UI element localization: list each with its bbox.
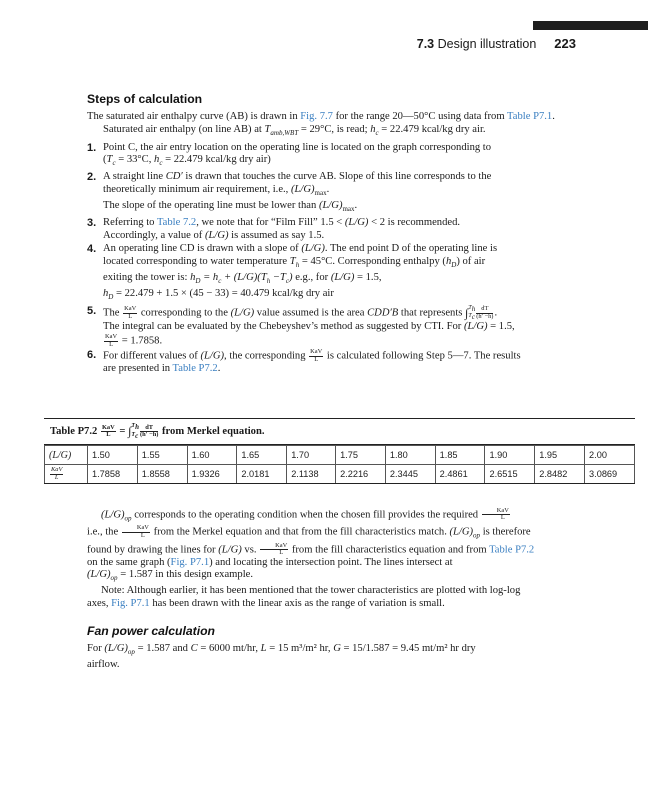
merkel-table [44, 445, 635, 484]
operating-paragraph: $(L/G)_{op}$ corresponds to the operating condition when the chosen fill provides the required $\frac{\text{KaV}}{L}$ i.e., the $\frac{\text{KaV}}{L}$ from the Merkel equation and that from the fill characteristics match. $(L/G)_{op}$ is therefore found by drawing the lines for (L/G) vs. $\frac{\text{KaV}}{L}$ from the fill characteristics equation and from Table P7.2 on the same graph (Fig. P7.1) and locating the intersection point. The lines intersect at $(L/G)_{op} = 1.587$ in this design example. [87, 507, 535, 583]
steps-list [87, 142, 577, 377]
running-head [417, 36, 576, 51]
steps-heading: Steps of calculation [87, 92, 203, 106]
step-3: 3. Referring to Table 7.2, we note that for “Film Fill” 1.5 < (L/G) < 2 is recommended. Accordingly, a value of (L/G) is assumed as say 1.5. [87, 216, 461, 241]
page-number: 223 [554, 36, 576, 51]
table-link[interactable]: Table P7.1 [507, 110, 553, 122]
fig-link[interactable]: Fig. 7.7 [300, 110, 333, 122]
table-title: Table P7.2 $\frac{\text{KaV}}{L}$ = $\int T_h$ $T_c$ $\frac{dT}{(h' -h)}$ from Merkel equation. [44, 418, 635, 445]
intro-paragraph: The saturated air enthalpy curve (AB) is drawn in Fig. 7.7 for the range 20—50°C using data from Table P7.1. [87, 110, 555, 122]
step-5: 5. The $\frac{\text{KaV}}{L}$ corresponding to the (L/G) value assumed is the area CDD′B that represents $\int T_h$ $T_c$ $\frac{dT}{(h' -h)}$ . The integral can be evaluated by the Chebeyshev’s method as suggested by CTI. For (L/G) = 1.5, $\frac{\text{KaV}}{L}$ = 1.7858. [87, 304, 515, 348]
table-p7-2-link[interactable]: Table P7.2 [172, 363, 218, 375]
table-p7-2 [44, 418, 635, 484]
step-6: 6. For different values of (L/G), the corresponding $\frac{\text{KaV}}{L}$ is calculated following Step 5—7. The results are presented in Table P7.2. [87, 348, 521, 375]
fig-p7-1-link-2[interactable]: Fig. P7.1 [111, 598, 150, 610]
fig-p7-1-link[interactable]: Fig. P7.1 [170, 556, 210, 568]
step-4: 4. An operating line CD is drawn with a slope of (L/G). The end point D of the operating line is located corresponding to water temperature $T_h = 45^\circ C$. Corresponding enthalpy $(h_D)$ of air exiting the tower is: $h_D = h_c + (L/G)(T_h -T_c)$ e.g., for (L/G) = 1.5, $h_D = 22.479 + 1.5 \times (45 - 33) = 40.479$ kcal/kg dry air [87, 243, 498, 302]
after-table-text [87, 508, 577, 611]
fan-section [87, 625, 577, 672]
table-row-kavl: $\frac{\text{KaV}}{L}$ 1.7858 1.8558 1.9326 2.0181 2.1138 2.2216 2.3445 2.4861 2.6515 2.8482 3.0869 [45, 465, 635, 484]
step-2: 2. A straight line CD′ is drawn that touches the curve AB. Slope of this line corresponds to the theoretically minimum air requirement, i.e., $(L/G)_{max}$. The slope of the operating line must be lower than $(L/G)_{max}$. [87, 171, 492, 214]
row-head-lg: (L/G) [45, 446, 88, 465]
header-rule-bar [533, 21, 648, 30]
table-row-lg: (L/G) 1.50 1.55 1.60 1.65 1.70 1.75 1.80 1.85 1.90 1.95 2.00 [45, 446, 635, 465]
fan-heading: Fan power calculation [87, 624, 215, 638]
table-p7-2-link-2[interactable]: Table P7.2 [489, 543, 535, 555]
steps-section [87, 93, 577, 377]
table-7-2-link[interactable]: Table 7.2 [156, 216, 197, 228]
section-label: 7.3 Design illustration [416, 37, 537, 51]
note-paragraph: Note: Although earlier, it has been mentioned that the tower characteristics are plotted with log-log axes, Fig. P7.1 has been drawn with the linear axis as the range of variation is small. [87, 585, 521, 610]
row-head-kavl: $\frac{\text{KaV}}{L}$ [45, 465, 88, 484]
saturated-enthalpy-line: Saturated air enthalpy (on line AB) at $T_{amb,WBT} = 29^\circ C$, is read; $h_c = 22.479$ kcal/kg dry air. [103, 123, 486, 137]
step-1: 1. Point C, the air entry location on the operating line is located on the graph corresponding to ($T_c = 33^\circ C$, $h_c = 22.479$ kcal/kg dry air) [87, 141, 492, 168]
fan-paragraph: For $(L/G)_{op} = 1.587$ and C = 6000 mt/hr, L = 15 m³/m² hr, G = 15/1.587 = 9.45 mt/m² hr dry airflow. [87, 642, 476, 670]
